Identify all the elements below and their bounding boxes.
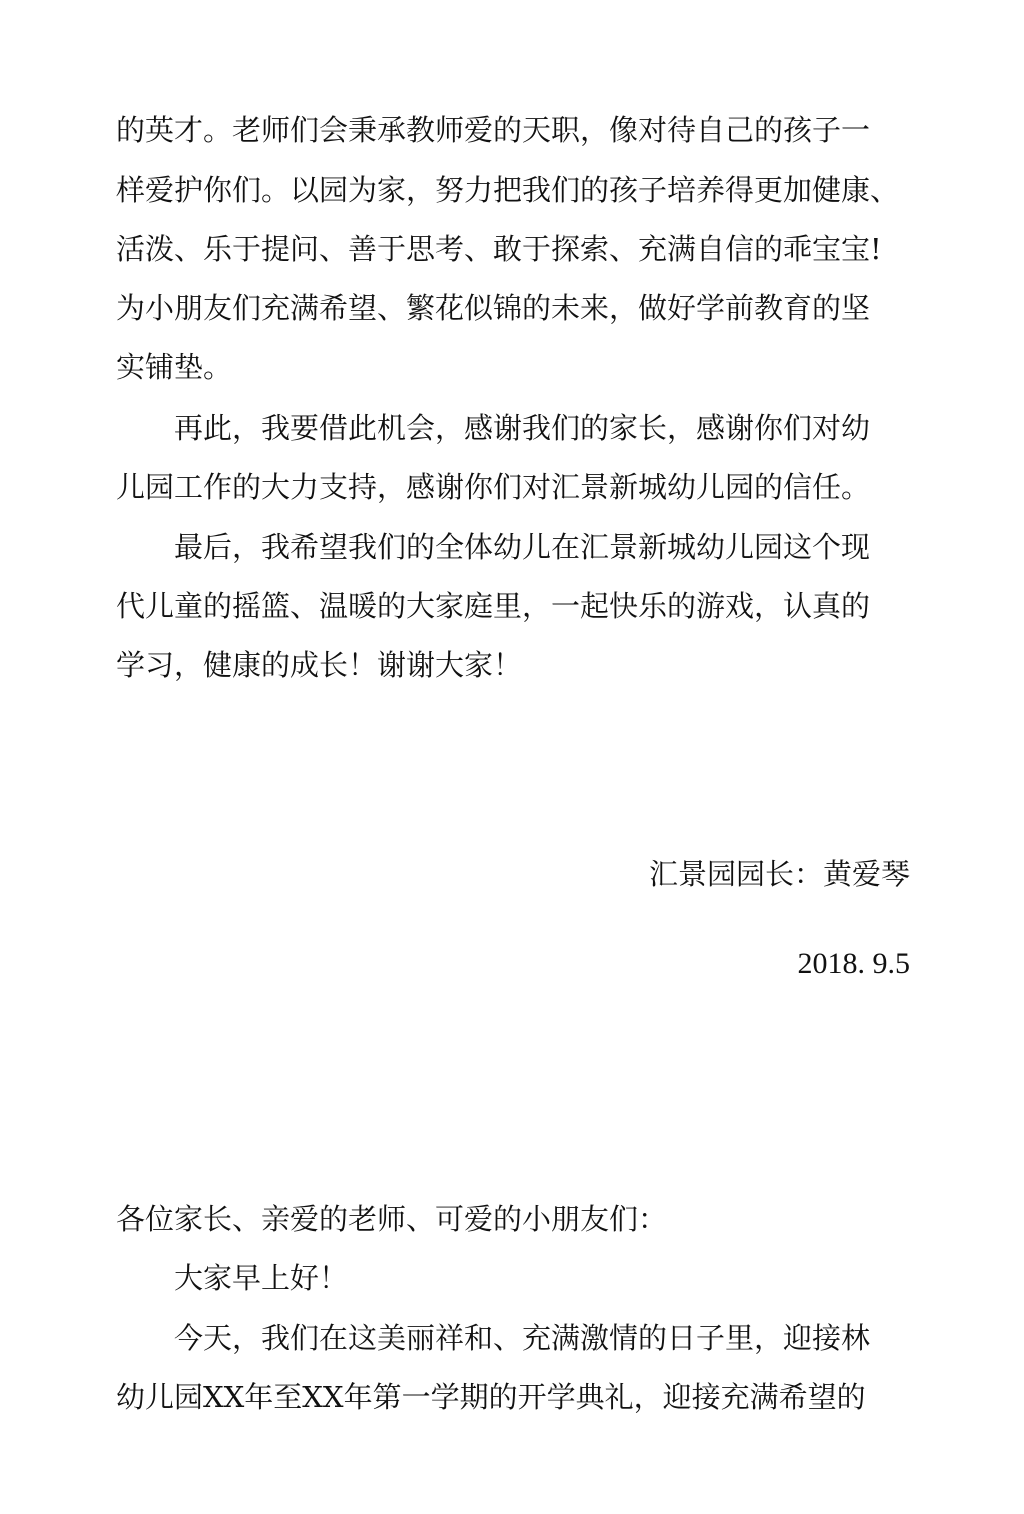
paragraph-line: 活泼、乐于提问、善于思考、敢于探索、充满自信的乖宝宝! [116, 232, 882, 266]
paragraph-line: 最后，我希望我们的全体幼儿在汇景新城幼儿园这个现 [174, 530, 871, 564]
paragraph-line: 儿园工作的大力支持，感谢你们对汇景新城幼儿园的信任。 [116, 470, 871, 504]
paragraph-line: 今天，我们在这美丽祥和、充满激情的日子里，迎接林 [174, 1321, 871, 1355]
salutation: 各位家长、亲爱的老师、可爱的小朋友们： [116, 1202, 668, 1236]
paragraph-line: 为小朋友们充满希望、繁花似锦的未来，做好学前教育的坚 [116, 291, 871, 325]
paragraph-line: 幼儿园XX年至XX年第一学期的开学典礼，迎接充满希望的 [116, 1380, 866, 1414]
paragraph-line: 代儿童的摇篮、温暖的大家庭里，一起快乐的游戏，认真的 [116, 589, 871, 623]
paragraph-line: 再此，我要借此机会，感谢我们的家长，感谢你们对幼 [174, 411, 871, 445]
paragraph-line: 样爱护你们。以园为家，努力把我们的孩子培养得更加健康、 [116, 173, 900, 207]
date: 2018. 9.5 [797, 947, 910, 980]
paragraph-line: 的英才。老师们会秉承教师爱的天职，像对待自己的孩子一 [116, 113, 871, 147]
greeting: 大家早上好！ [174, 1261, 349, 1295]
signature: 汇景园园长：黄爱琴 [648, 857, 910, 891]
paragraph-line: 实铺垫。 [116, 350, 233, 384]
paragraph-line: 学习，健康的成长！谢谢大家！ [116, 648, 523, 682]
